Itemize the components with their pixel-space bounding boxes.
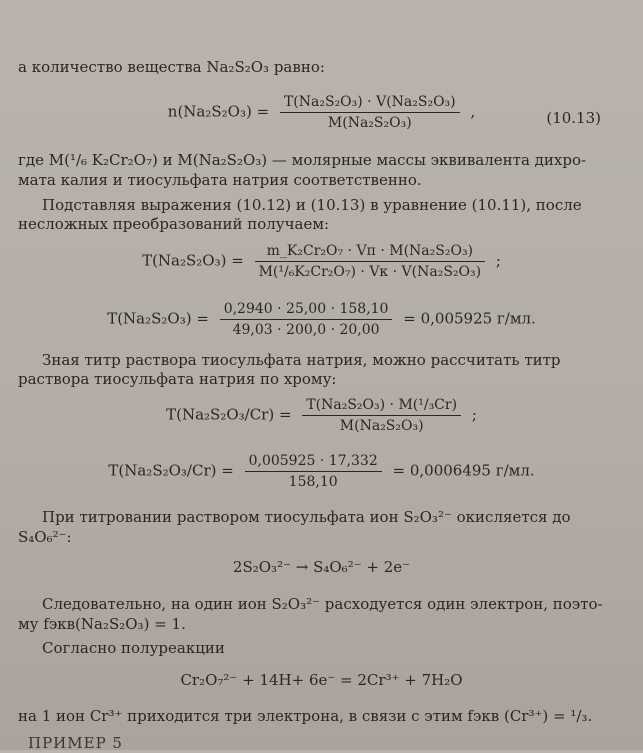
equation-left: T(Na₂S₂O₃/Cr) = (108, 461, 234, 480)
fraction-numerator: T(Na₂S₂O₃) · V(Na₂S₂O₃) (280, 93, 460, 113)
text-line-8: При титровании раствором тиосульфата ион S₂O₃²⁻ окисляется до (42, 508, 571, 526)
text-line-2: где M(¹/₆ K₂Cr₂O₇) и M(Na₂S₂O₃) — молярные массы эквивалента дихро- (18, 151, 587, 169)
fraction-denominator: 158,10 (288, 474, 338, 490)
equation-titre-by-chromium (0, 396, 643, 435)
equation-tail: ; (471, 405, 477, 424)
equation-left: T(Na₂S₂O₃/Cr) = (166, 405, 292, 424)
equation-titre-by-chromium-numeric (0, 452, 643, 491)
fraction-denominator: M(¹/₆K₂Cr₂O₇) · Vк · V(Na₂S₂O₃) (258, 264, 482, 280)
equation-titre-general (0, 242, 643, 281)
text-line-1: а количество вещества Na₂S₂O₃ равно: (18, 58, 325, 76)
text-line-11: му fэкв(Na₂S₂O₃) = 1. (18, 615, 186, 633)
equation-left: T(Na₂S₂O₃) = (107, 309, 209, 328)
equation-number: (10.13) (546, 109, 601, 127)
fraction-numerator: T(Na₂S₂O₃) · M(¹/₃Cr) (302, 396, 461, 416)
equation-titre-numeric (0, 300, 643, 339)
text-line-6: Зная титр раствора тиосульфата натрия, можно рассчитать титр (42, 351, 561, 369)
equation-fraction (220, 300, 393, 339)
text-line-10: Следовательно, на один ион S₂O₃²⁻ расходуется один электрон, поэто- (42, 595, 603, 613)
text-line-5: несложных преобразований получаем: (18, 215, 330, 233)
equation-left: n(Na₂S₂O₃) = (167, 102, 270, 121)
equation-thiosulfate-oxidation: 2S₂O₃²⁻ → S₄O₆²⁻ + 2e⁻ (232, 558, 411, 576)
equation-left: T(Na₂S₂O₃) = (142, 251, 244, 270)
fraction-denominator: M(Na₂S₂O₃) (339, 418, 424, 434)
equation-result: = 0,0006495 г/мл. (392, 461, 535, 480)
text-line-7: раствора тиосульфата натрия по хрому: (18, 370, 337, 388)
fraction-denominator: 49,03 · 200,0 · 20,00 (232, 322, 380, 338)
equation-result: = 0,005925 г/мл. (403, 309, 536, 328)
equation-fraction (280, 93, 460, 132)
equation-fraction (255, 242, 485, 281)
text-line-9: S₄O₆²⁻: (18, 528, 72, 546)
equation-tail: ; (495, 251, 501, 270)
equation-dichromate-half-reaction: Cr₂O₇²⁻ + 14H+ 6e⁻ = 2Cr³⁺ + 7H₂O (180, 671, 463, 689)
fraction-numerator: 0,005925 · 17,332 (245, 452, 382, 472)
text-line-12: Согласно полуреакции (42, 639, 225, 657)
text-line-13: на 1 ион Cr³⁺ приходится три электрона, в связи с этим fэкв (Cr³⁺) = ¹/₃. (18, 707, 593, 725)
fraction-numerator: m_K₂Cr₂O₇ · Vп · M(Na₂S₂O₃) (255, 242, 485, 262)
fraction-numerator: 0,2940 · 25,00 · 158,10 (220, 300, 393, 320)
equation-fraction (302, 396, 461, 435)
text-line-4: Подставляя выражения (10.12) и (10.13) в уравнение (10.11), после (42, 196, 582, 214)
text-line-3: мата калия и тиосульфата натрия соответственно. (18, 171, 422, 189)
fraction-denominator: M(Na₂S₂O₃) (327, 115, 412, 131)
example-heading: ПРИМЕР 5 (28, 734, 123, 752)
equation-fraction (245, 452, 382, 491)
equation-tail: , (470, 102, 476, 121)
